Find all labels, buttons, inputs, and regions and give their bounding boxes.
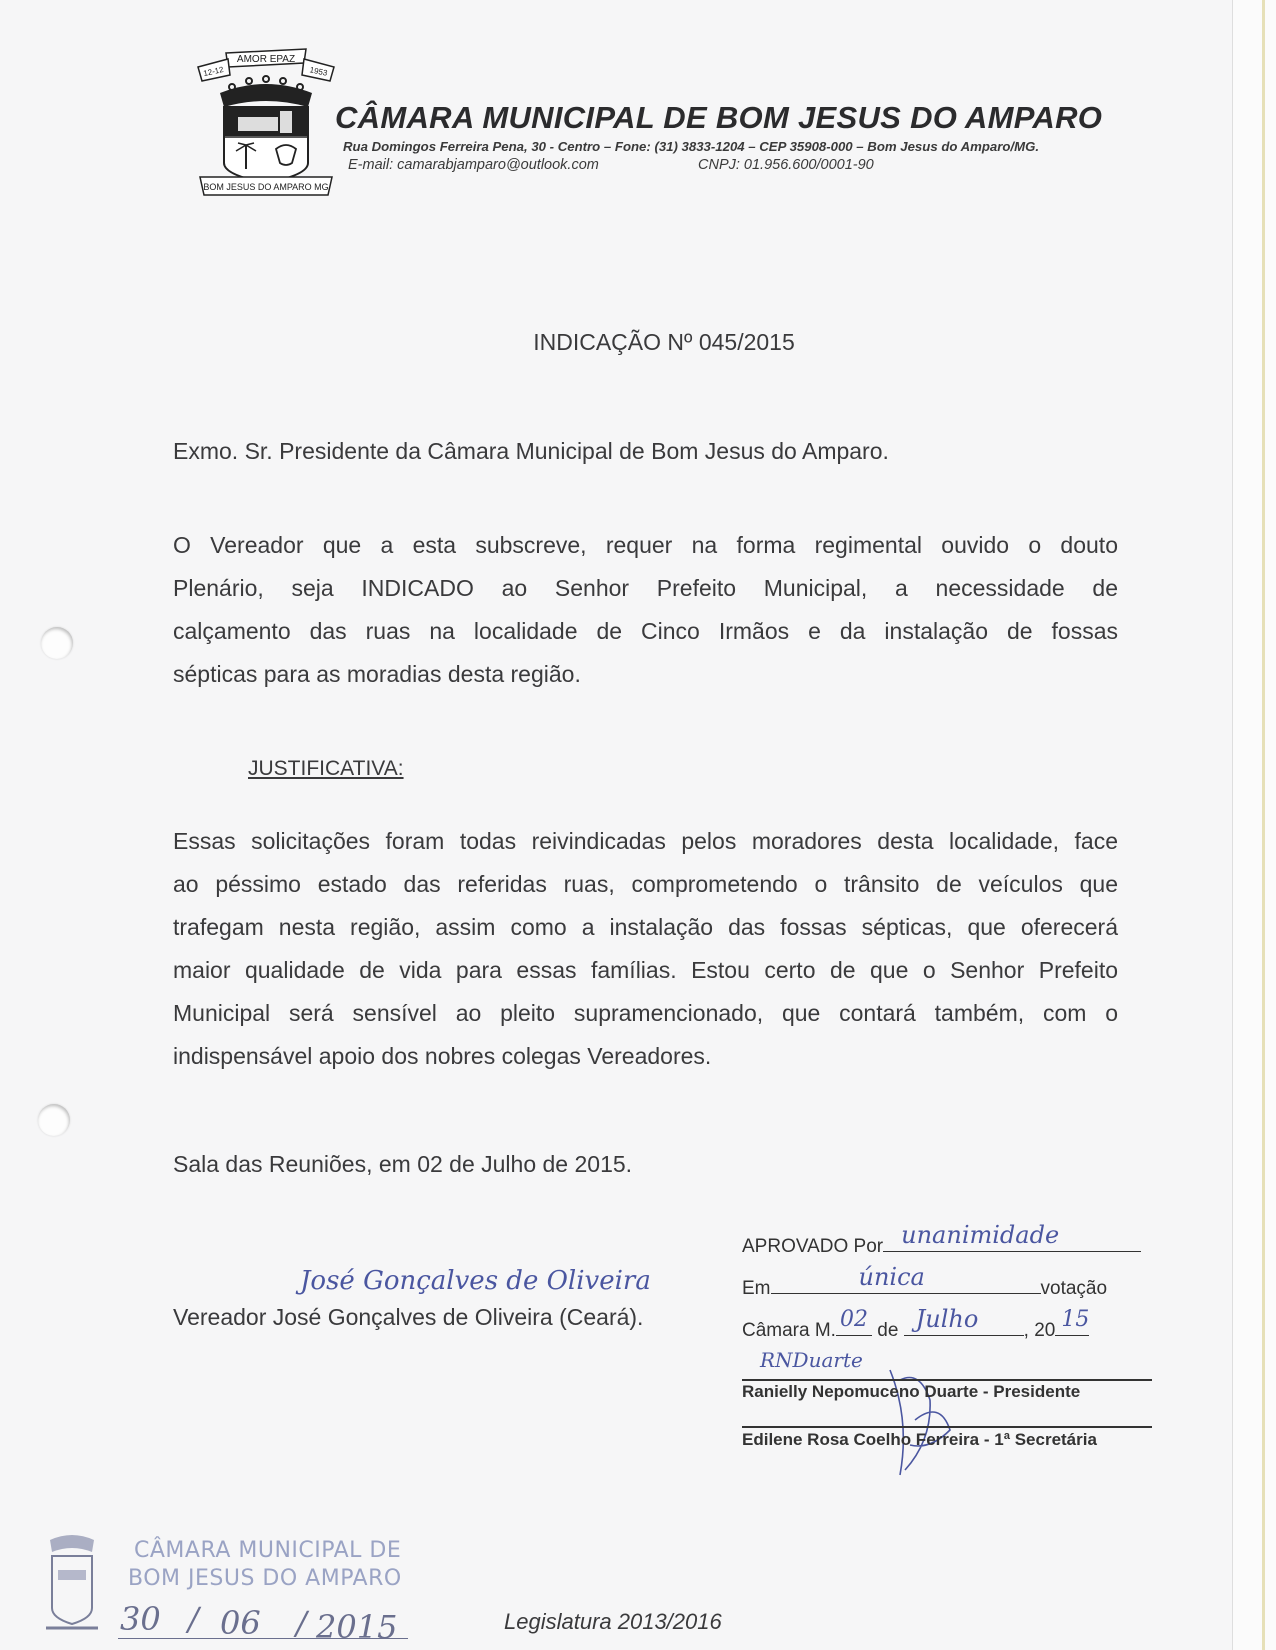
stamp-date-sep: / [188, 1600, 199, 1638]
svg-text:BOM JESUS DO AMPARO MG: BOM JESUS DO AMPARO MG [203, 182, 329, 192]
in-label: Em [742, 1278, 771, 1299]
justification-line: maior qualidade de vida para essas famílias. Estou certo de que o Senhor Prefeito [173, 957, 1118, 983]
justification-line: ao péssimo estado das referidas ruas, comprometendo o trânsito de veículos que [173, 871, 1118, 897]
president-signature-line [742, 1379, 1152, 1381]
president-signature: RNDuarte [760, 1348, 863, 1372]
session-field [771, 1263, 1041, 1294]
month-field [904, 1305, 1024, 1336]
justification-line: trafegam nesta região, assim como a instalação das fossas sépticas, que oferecerá [173, 914, 1118, 940]
of-label: de [877, 1320, 899, 1341]
year-prefix: , 20 [1023, 1320, 1056, 1341]
organization-cnpj: CNPJ: 01.956.600/0001-90 [698, 157, 874, 173]
punch-hole [38, 1104, 70, 1136]
organization-name: CÂMARA MUNICIPAL DE BOM JESUS DO AMPARO [335, 100, 1103, 135]
month-value: Julho [915, 1305, 979, 1333]
stamp-date-day: 30 [120, 1600, 161, 1638]
adjacent-page-edge [1232, 0, 1276, 1650]
justification-heading: JUSTIFICATIVA: [248, 757, 404, 780]
vote-label: votação [1040, 1278, 1108, 1299]
body-line: O Vereador que a esta subscreve, requer na forma regimental ouvido o douto [173, 532, 1118, 558]
approved-by-label: APROVADO Por [742, 1236, 884, 1257]
stamp-date-month: 06 [220, 1604, 261, 1642]
closing-date: Sala das Reuniões, em 02 de Julho de 2015. [173, 1151, 633, 1177]
body-line: sépticas para as moradias desta região. [173, 661, 581, 687]
stamp-date-line [118, 1638, 408, 1639]
body-paragraph [173, 524, 1118, 696]
year-value: 15 [1061, 1307, 1090, 1332]
organization-address: Rua Domingos Ferreira Pena, 30 - Centro – Fone: (31) 3833-1204 – CEP 35908-000 – Bom Jesus do Amparo/MG. [343, 139, 1040, 154]
punch-hole [41, 627, 73, 659]
body-line: Plenário, seja INDICADO ao Senhor Prefeito Municipal, a necessidade de [173, 575, 1118, 601]
day-value: 02 [839, 1307, 868, 1332]
organization-email: E-mail: camarabjamparo@outlook.com [348, 157, 599, 173]
page-border [1262, 0, 1265, 1650]
approved-by-row [742, 1221, 1152, 1275]
legislature-footer: Legislatura 2013/2016 [504, 1609, 722, 1634]
session-value: única [858, 1263, 925, 1291]
approved-by-field [883, 1221, 1141, 1252]
signer-signature: José Gonçalves de Oliveira [300, 1266, 651, 1296]
stamp-line-2: BOM JESUS DO AMPARO [128, 1566, 402, 1591]
chamber-label: Câmara M. [742, 1320, 836, 1341]
approved-by-value: unanimidade [901, 1221, 1060, 1249]
president-name: Ranielly Nepomuceno Duarte - Presidente [742, 1382, 1081, 1401]
svg-text:AMOR EPAZ: AMOR EPAZ [236, 54, 296, 65]
stamp-date-sep: / [296, 1604, 307, 1642]
stamp-line-1: CÂMARA MUNICIPAL DE [134, 1538, 402, 1563]
secretary-signature-line [742, 1426, 1152, 1428]
document-title: INDICAÇÃO Nº 045/2015 [533, 329, 795, 355]
secretary-signature-scribble [870, 1360, 960, 1480]
salutation: Exmo. Sr. Presidente da Câmara Municipal de Bom Jesus do Amparo. [173, 438, 889, 464]
secretary-name: Edilene Rosa Coelho Ferreira - 1ª Secretária [742, 1430, 1097, 1449]
justification-line: Essas solicitações foram todas reivindicadas pelos moradores desta localidade, face [173, 828, 1118, 854]
coat-of-arms-icon [196, 45, 336, 197]
stamp-crest-icon [42, 1528, 102, 1638]
year-field [1055, 1307, 1090, 1336]
justification-line: Municipal será sensível ao pleito supramencionado, que contará também, com o [173, 1000, 1118, 1026]
svg-text:12-12: 12-12 [202, 65, 225, 79]
svg-text:1953: 1953 [308, 65, 329, 78]
stamp-date-year: 2015 [316, 1608, 398, 1646]
approval-block [742, 1221, 1152, 1359]
signer-name: Vereador José Gonçalves de Oliveira (Ceará). [173, 1304, 644, 1330]
body-line: calçamento das ruas na localidade de Cinco Irmãos e da instalação de fossas [173, 618, 1118, 644]
justification-line: indispensável apoio dos nobres colegas Vereadores. [173, 1043, 712, 1069]
justification-paragraph [173, 820, 1118, 1078]
day-field [836, 1307, 872, 1336]
